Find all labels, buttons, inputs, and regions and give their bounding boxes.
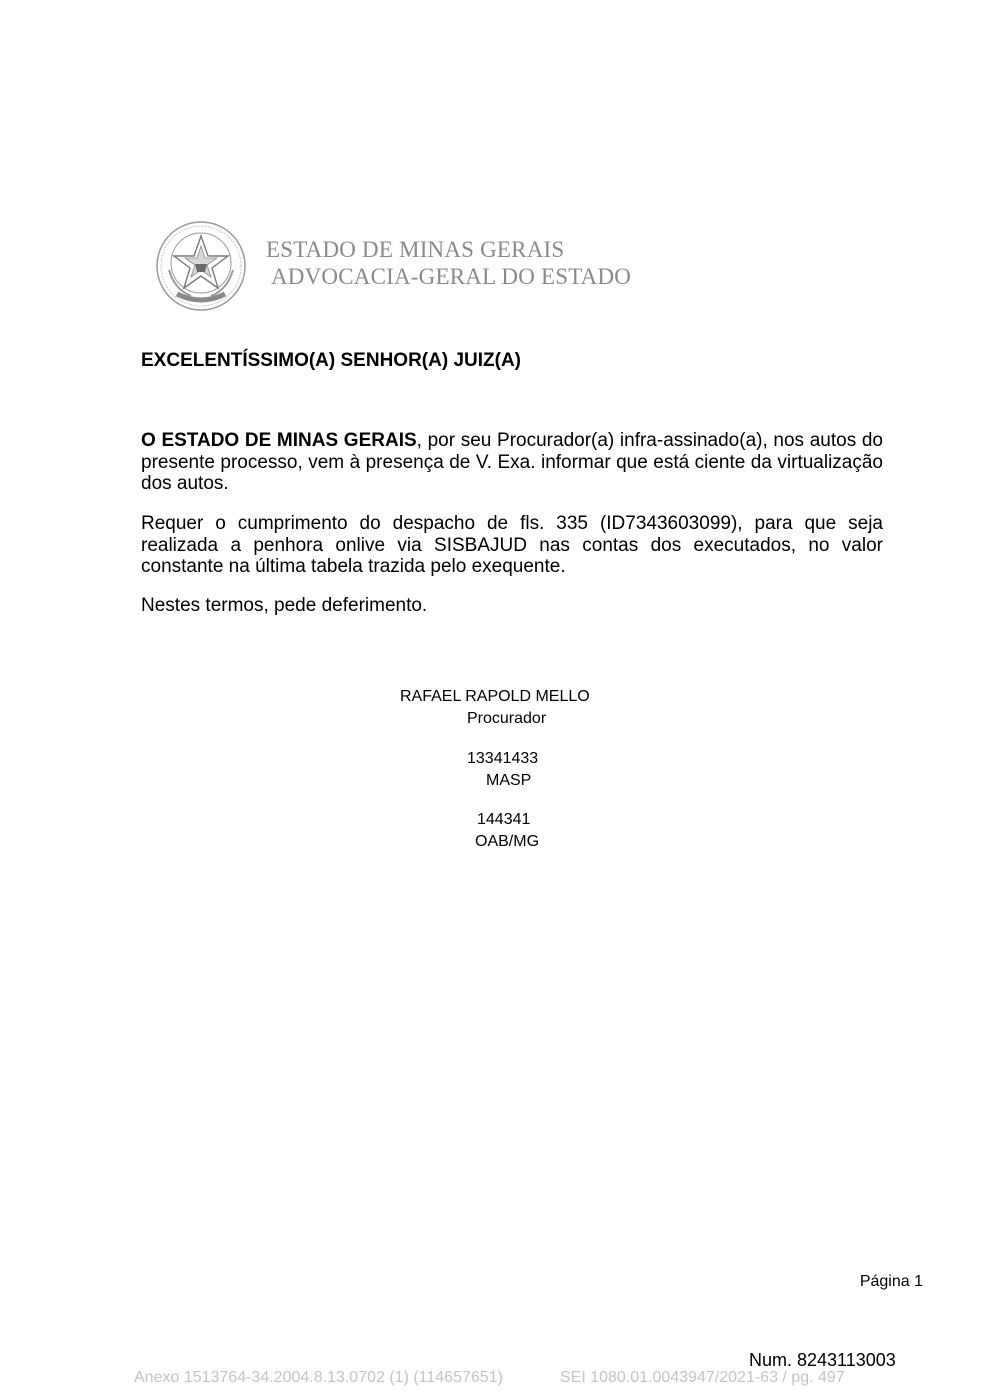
masp-label: MASP: [486, 772, 532, 789]
letterhead-state: ESTADO DE MINAS GERAIS: [266, 237, 565, 262]
letterhead: [266, 236, 631, 290]
signatory-role: Procurador: [467, 710, 547, 727]
paragraph-intro: [141, 430, 883, 495]
footer-annex: Anexo 1513764-34.2004.8.13.0702 (1) (114657651): [134, 1369, 503, 1386]
footer-sei-reference: SEI 1080.01.0043947/2021-63 / pg. 497: [560, 1369, 845, 1386]
oab-label: OAB/MG: [475, 833, 540, 850]
page-number: Página 1: [859, 1273, 923, 1290]
paragraph-closing: Nestes termos, pede deferimento.: [141, 595, 428, 616]
paragraph-request: Requer o cumprimento do despacho de fls. 335 (ID7343603099), para que seja realizada a penhora onlive via SISBAJUD nas contas dos executados, no valor constante na última tabela trazida pelo exequente.: [141, 513, 883, 577]
paragraph-intro-text: , por seu Procurador(a) infra-assinado(a), nos autos do presente processo, vem à presença de V. Exa. informar que está ciente da virtualização dos autos.: [141, 430, 883, 494]
letterhead-agency: ADVOCACIA-GERAL DO ESTADO: [271, 264, 632, 289]
paragraph-intro-party: O ESTADO DE MINAS GERAIS: [141, 430, 417, 451]
document-number: Num. 8243113003: [749, 1350, 896, 1370]
salutation-heading: EXCELENTÍSSIMO(A) SENHOR(A) JUIZ(A): [141, 350, 521, 371]
signatory-name: RAFAEL RAPOLD MELLO: [400, 688, 590, 705]
oab-number: 144341: [477, 811, 531, 828]
state-seal-icon: [155, 220, 247, 312]
masp-number: 13341433: [467, 750, 539, 767]
